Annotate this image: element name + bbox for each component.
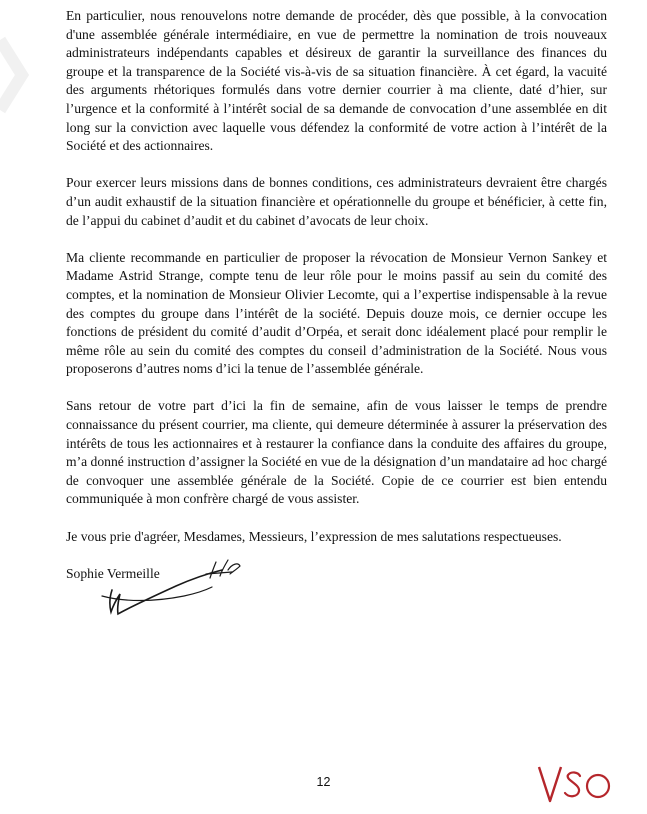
paragraph-salutation: Je vous prie d'agréer, Mesdames, Messieurs, l’expression de mes salutations respectueuses. [66, 528, 562, 544]
letter-body [66, 7, 607, 602]
handwritten-signature [94, 556, 244, 618]
paragraph-convocation: En particulier, nous renouvelons notre demande de procéder, dès que possible, à la convocation d'une assemblée générale intermédiaire, en vue de permettre la nomination de trois nouveaux administrateurs indépendants capables et désireux de garantir la surveillance des finances du groupe et la transparence de la Société vis-à-vis de sa situation financière. À cet égard, la vacuité des arguments rhétoriques formulés dans votre dernier courrier à ma cliente, daté d’hier, sur l’urgence et la conformité à l’intérêt social de sa demande de convocation d’une assemblée en dit long sur la conviction avec laquelle vous défendez la conformité de votre action à l’intérêt de la Société et des actionnaires. [66, 8, 607, 154]
paragraph-ultimatum: Sans retour de votre part d’ici la fin de semaine, afin de vous laisser le temps de prendre connaissance du présent courrier, ma cliente, qui demeure déterminée à assurer la préservation des intérêts de tous les actionnaires et à restaurer la confiance dans la conduite des affaires du groupe, m’a donné instruction d’assigner la Société en vue de la désignation d’un mandataire ad hoc chargé de convoquer une assemblée générale de la Société. Copie de ce courrier est bien entendu communiquée à mon confrère chargé de vous assister. [66, 398, 607, 507]
page-number: 12 [316, 775, 331, 789]
paragraph-audit: Pour exercer leurs missions dans de bonnes conditions, ces administrateurs devraient être chargés d’un audit exhaustif de la situation financière et opérationnelle du groupe et bénéficier, à cette fin, de l’appui du cabinet d’audit et du cabinet d’avocats de leur choix. [66, 175, 607, 228]
paragraph-nominations: Ma cliente recommande en particulier de proposer la révocation de Monsieur Vernon Sankey et Madame Astrid Strange, compte tenu de leur rôle pour le moins passif au sein du comité des comptes, et la nomination de Monsieur Olivier Lecomte, qui a l’expertise indispensable à la revue des comptes du groupe dans l’intérêt de la société. Depuis douze mois, ce dernier occupe les fonctions de président du comité d’audit d’Orpéa, et serait donc idéalement placé pour remplir le même rôle au sein du comité des comptes du conseil d’administration de la Société. Nous vous proposerons d’autres noms d’ici la tenue de l’assemblée générale. [66, 249, 607, 377]
signer-name: Sophie Vermeille [66, 565, 160, 581]
watermark-chevron [0, 30, 40, 120]
vso-logo [536, 764, 614, 804]
